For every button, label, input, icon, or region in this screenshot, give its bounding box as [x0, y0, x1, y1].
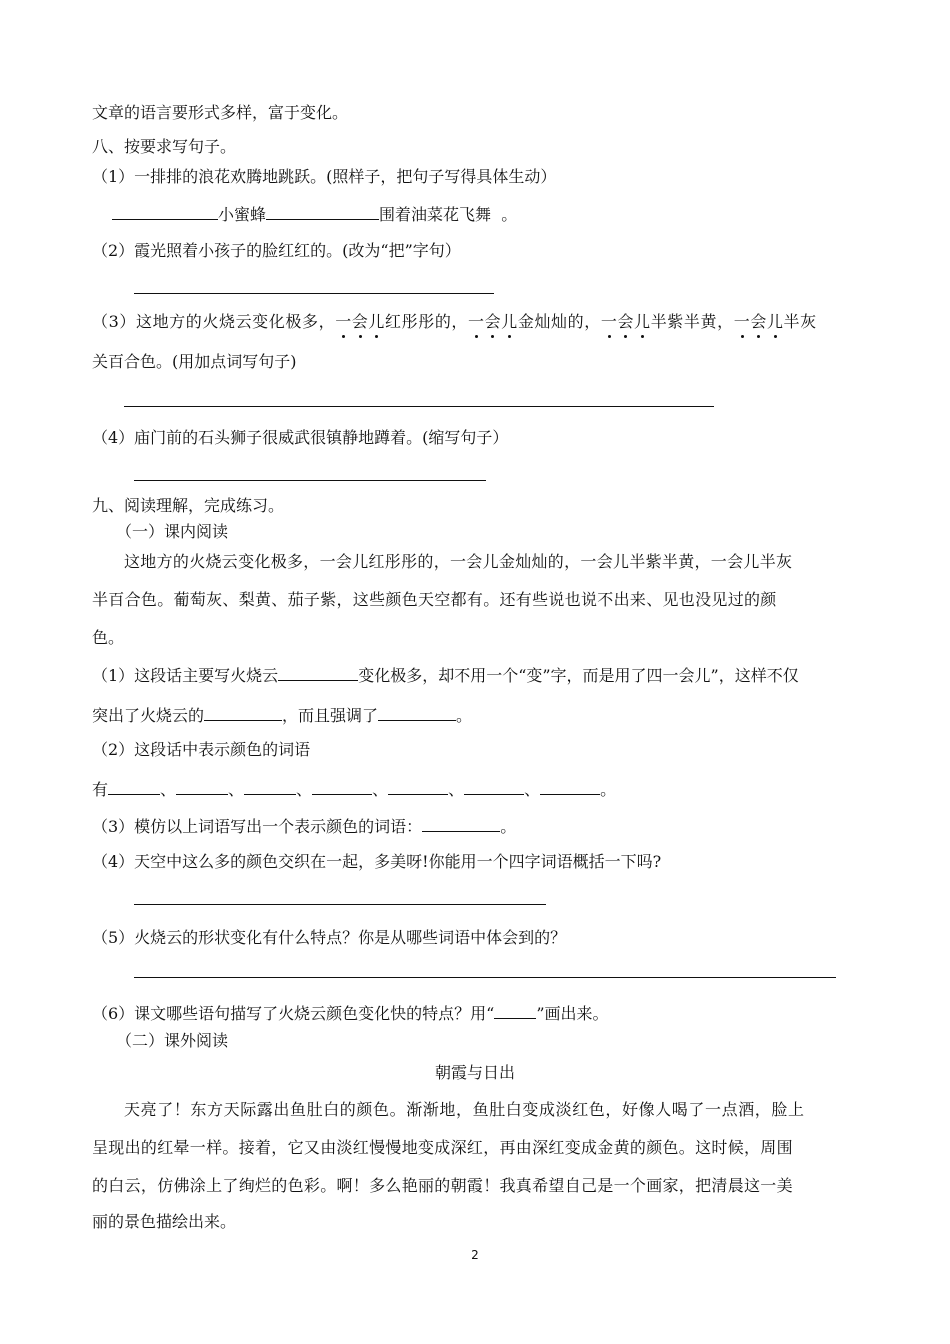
question — [92, 312, 817, 332]
dotted-word: 一会儿 — [468, 312, 518, 331]
dotted-word: 一会儿 — [733, 312, 784, 331]
paragraph-line: 呈现出的红晕一样。接着，它又由淡红慢慢地变成深红，再由深红变成金黄的颜色。这时候，周围 — [92, 1138, 793, 1157]
question-continuation — [92, 778, 616, 800]
paragraph-line: 丽的景色描绘出来。 — [92, 1212, 237, 1231]
answer-blank[interactable] — [540, 778, 600, 795]
question: （4）天空中这么多的颜色交织在一起，多美呀!你能用一个四字词语概括一下吗? — [92, 852, 662, 871]
subsection-heading: （一）课内阅读 — [116, 522, 229, 541]
question-continuation: 关百合色。(用加点词写句子) — [92, 352, 297, 371]
answer-blank[interactable] — [112, 203, 218, 220]
fill-in-line — [112, 203, 517, 225]
text-line: 文章的语言要形式多样，富于变化。 — [92, 103, 349, 122]
text-fragment: （6）课文哪些语句描写了火烧云颜色变化快的特点？用“ — [92, 1004, 495, 1023]
separator: 、 — [372, 780, 389, 799]
answer-blank[interactable] — [204, 704, 282, 721]
separator: 、 — [524, 780, 541, 799]
text-fragment: ”画出来。 — [536, 1004, 609, 1023]
question — [92, 664, 799, 686]
text-fragment: 半紫半黄， — [650, 312, 734, 331]
answer-blank[interactable] — [464, 778, 524, 795]
separator: 、 — [448, 780, 465, 799]
paragraph-line: 半百合色。葡萄灰、梨黄、茄子紫，这些颜色天空都有。还有些说也说不出来、见也没见过的颜 — [92, 590, 777, 609]
paragraph-line: 色。 — [92, 628, 125, 647]
text-fragment: 突出了火烧云的 — [92, 706, 205, 725]
text-fragment: 红彤彤的， — [385, 312, 469, 331]
question: （5）火烧云的形状变化有什么特点？你是从哪些词语中体会到的？ — [92, 928, 567, 947]
answer-line[interactable] — [134, 904, 546, 905]
answer-line[interactable] — [134, 977, 836, 978]
text-fragment: 。 — [600, 780, 617, 799]
question-continuation — [92, 704, 472, 726]
dotted-word: 一会儿 — [335, 312, 386, 331]
text-fragment: ，而且强调了 — [282, 706, 379, 725]
text-fragment: 。 — [456, 706, 473, 725]
dotted-word: 一会儿 — [600, 312, 651, 331]
answer-blank[interactable] — [244, 778, 296, 795]
answer-blank[interactable] — [312, 778, 372, 795]
text-fragment: （3）模仿以上词语写出一个表示颜色的词语： — [92, 817, 423, 836]
answer-blank[interactable] — [108, 778, 160, 795]
section-heading: 九、阅读理解，完成练习。 — [92, 496, 285, 515]
question: （4）庙门前的石头狮子很威武很镇静地蹲着。(缩写句子） — [92, 428, 509, 447]
subsection-heading: （二）课外阅读 — [116, 1031, 229, 1050]
paragraph-line: 这地方的火烧云变化极多，一会儿红彤彤的，一会儿金灿灿的，一会儿半紫半黄，一会儿半灰 — [124, 552, 793, 571]
text-fragment: （3）这地方的火烧云变化极多， — [92, 312, 336, 331]
separator: 、 — [160, 780, 177, 799]
text-fragment: 金灿灿的， — [517, 312, 601, 331]
text-fragment: （1）这段话主要写火烧云 — [92, 666, 279, 685]
answer-blank[interactable] — [378, 704, 456, 721]
text-fragment: 半灰 — [783, 312, 817, 331]
paragraph-line: 的白云，仿佛涂上了绚烂的色彩。啊！多么艳丽的朝霞！我真希望自己是一个画家，把清晨这一美 — [92, 1176, 793, 1195]
text-fragment: 。 — [501, 205, 518, 224]
article-title: 朝霞与日出 — [434, 1063, 515, 1082]
answer-blank[interactable] — [278, 664, 358, 681]
paragraph-line: 天亮了！东方天际露出鱼肚白的颜色。渐渐地，鱼肚白变成淡红色，好像人喝了一点酒，脸上 — [124, 1100, 805, 1119]
separator: 、 — [228, 780, 245, 799]
answer-blank[interactable] — [266, 203, 379, 220]
separator: 、 — [296, 780, 313, 799]
section-heading: 八、按要求写句子。 — [92, 137, 237, 156]
page-number: 2 — [471, 1248, 479, 1262]
underline-sample — [494, 1002, 536, 1019]
answer-blank[interactable] — [388, 778, 448, 795]
question — [92, 815, 516, 837]
question: （2）霞光照着小孩子的脸红红的。(改为“把”字句） — [92, 241, 461, 260]
answer-line[interactable] — [124, 406, 714, 407]
answer-blank[interactable] — [176, 778, 228, 795]
text-fragment: 变化极多，却不用一个“变”字，而是用了四一会儿”，这样不仅 — [358, 666, 799, 685]
text-fragment: 小蜜蜂 — [218, 205, 267, 224]
question: （2）这段话中表示颜色的词语 — [92, 740, 311, 759]
text-fragment: 。 — [500, 817, 517, 836]
text-fragment: 有 — [92, 780, 109, 799]
answer-line[interactable] — [134, 480, 486, 481]
question — [92, 1002, 609, 1024]
question: （1）一排排的浪花欢腾地跳跃。(照样子，把句子写得具体生动） — [92, 167, 557, 186]
answer-line[interactable] — [134, 293, 494, 294]
text-fragment: 围着油菜花飞舞 — [379, 205, 492, 224]
answer-blank[interactable] — [422, 815, 500, 832]
